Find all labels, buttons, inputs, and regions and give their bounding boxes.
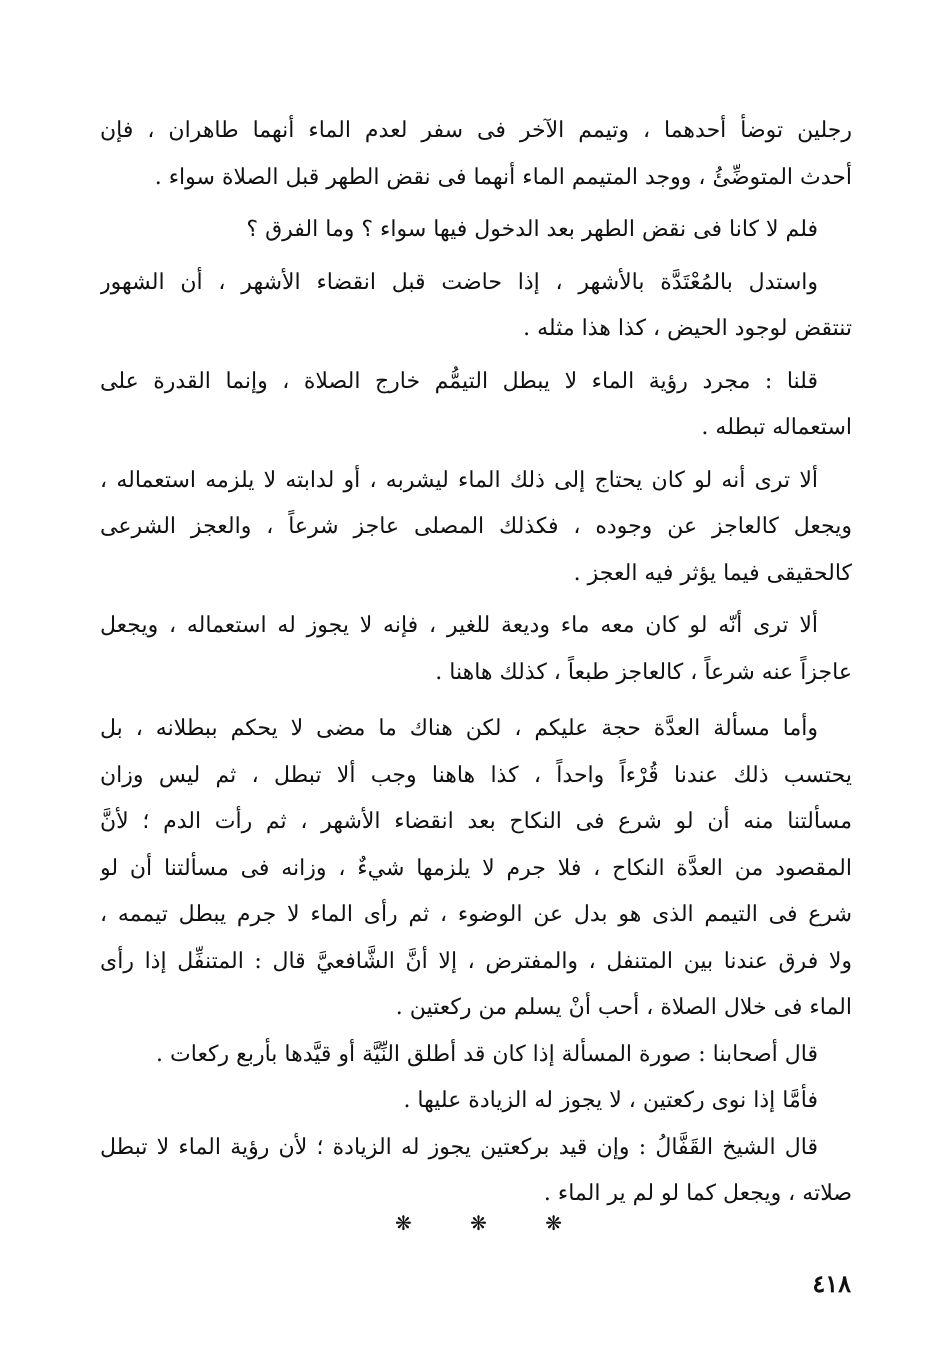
paragraph — [100, 1032, 852, 1079]
text-line: ألا ترى أنّه لو كان معه ماء وديعة للغير ، فإنه لا يجوز له استعماله ، ويجعل — [100, 613, 818, 638]
text-line: أحدث المتوضِّئُ ، ووجد المتيمم الماء أنهما فى نقض الطهر قبل الصلاة سواء . — [154, 164, 852, 190]
text-line: صلاته ، ويجعل كما لو لم ير الماء . — [543, 1181, 852, 1206]
body-text — [100, 108, 852, 1218]
text-line: مسألتنا منه أن لو شرع فى النكاح بعد انقضاء الأشهر ، ثم رأت الدم ؛ لأنَّ — [100, 809, 852, 834]
text-line: واستدل بالمُعْتَدَّة بالأشهر ، إذا حاضت قبل انقضاء الأشهر ، أن الشهور — [100, 269, 818, 295]
paragraph — [100, 108, 852, 201]
text-line: قال الشيخ القَفَّالُ : وإن قيد بركعتين يجوز له الزيادة ؛ لأن رؤية الماء لا تبطل — [100, 1134, 818, 1160]
paragraph — [100, 1125, 852, 1218]
text-line: قلنا : مجرد رؤية الماء لا يبطل التيمُّم خارج الصلاة ، وإنما القدرة على — [100, 368, 818, 394]
text-line: قال أصحابنا : صورة المسألة إذا كان قد أطلق النِّيَّة أو قيَّدها بأربع ركعات . — [156, 1041, 818, 1067]
paragraph — [100, 207, 852, 254]
paragraph — [100, 706, 852, 1032]
text-line: استعماله تبطله . — [701, 415, 852, 440]
text-line: المقصود من العدَّة النكاح ، فلا جرم لا يلزمها شيءٌ ، وزانه فى مسألتنا أن لو — [100, 855, 852, 881]
text-line: رجلين توضأ أحدهما ، وتيمم الآخر فى سفر لعدم الماء أنهما طاهران ، فإن — [100, 118, 852, 143]
page-number: ٤١٨ — [812, 1269, 851, 1298]
text-line: يحتسب ذلك عندنا قُرْءاً واحداً ، كذا هاهنا وجب ألا تبطل ، ثم ليس وزان — [100, 762, 852, 788]
paragraph — [100, 1078, 852, 1125]
ornament-star-icon: ❋ — [394, 1211, 412, 1235]
paragraph — [100, 359, 852, 452]
text-line: تنتقض لوجود الحيض ، كذا هذا مثله . — [523, 316, 852, 341]
text-line: ألا ترى أنه لو كان يحتاج إلى ذلك الماء ليشربه ، أو لدابته لا يلزمه استعماله ، — [100, 467, 818, 493]
text-line: كالحقيقى فيما يؤثر فيه العجز . — [573, 560, 852, 586]
paragraph — [100, 260, 852, 353]
text-line: الماء فى خلال الصلاة ، أحب أنْ يسلم من ركعتين . — [395, 995, 852, 1020]
paragraph — [100, 458, 852, 598]
text-line: ولا فرق عندنا بين المتنفل ، والمفترض ، إلا أنَّ الشَّافعيَّ قال : المتنفِّل إذا رأى — [100, 948, 852, 974]
paragraph — [100, 603, 852, 696]
text-line: وأما مسألة العدَّة حجة عليكم ، لكن هناك ما مضى لا يحكم ببطلانه ، بل — [100, 716, 818, 741]
text-line: ويجعل كالعاجز عن وجوده ، فكذلك المصلى عاجز شرعاً ، والعجز الشرعى — [100, 514, 852, 539]
text-line: فأمَّا إذا نوى ركعتين ، لا يجوز له الزيادة عليها . — [403, 1088, 818, 1113]
section-separator — [0, 1206, 933, 1240]
text-line: فلم لا كانا فى نقض الطهر بعد الدخول فيها سواء ؟ وما الفرق ؟ — [246, 217, 818, 242]
text-line: عاجزاً عنه شرعاً ، كالعاجز طبعاً ، كذلك هاهنا . — [435, 659, 852, 685]
text-line: شرع فى التيمم الذى هو بدل عن الوضوء ، ثم رأى الماء لا جرم يبطل تيممه ، — [100, 902, 852, 927]
ornament-star-icon: ❋ — [470, 1211, 487, 1235]
ornament-star-icon: ❋ — [545, 1211, 562, 1235]
